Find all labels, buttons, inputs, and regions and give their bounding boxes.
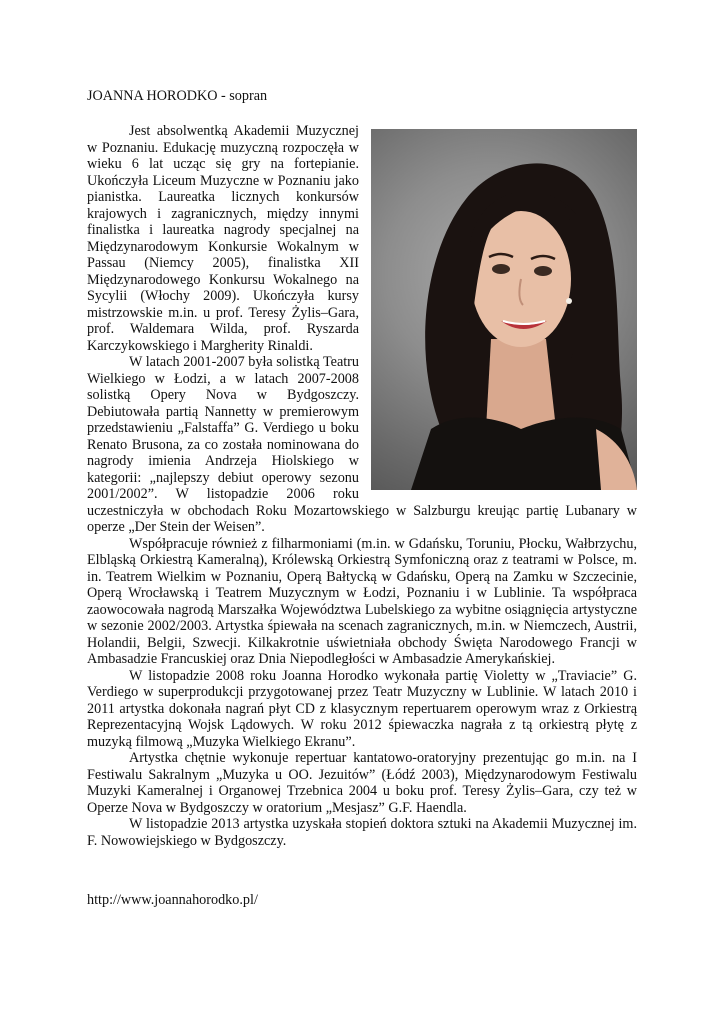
- paragraph-3: Współpracuje również z filharmoniami (m.in. w Gdańsku, Toruniu, Płocku, Wałbrzychu, Elbląską Orkiestrą Kameralną), Królewską Orkiestrą Symfoniczną oraz z teatrami w Polsce, m. in. Teatrem Wielkim w Poznaniu, Operą Bałtycką w Gdańsku, Operą na Zamku w Szczecinie, Operą Wrocławską i Teatrem Muzycznym w Łodzi, Poznaniu i w Lublinie. Ta współpraca zaowocowała nagrodą Marszałka Województwa Lubelskiego za wybitne osiągnięcia artystyczne w sezonie 2002/2003. Artystka śpiewała na scenach zagranicznych, m.in. w Niemczech, Austrii, Holandii, Belgii, Szwecji. Kilkakrotnie uświetniała obchody Święta Narodowego Francji w Ambasadzie Francuskiej oraz Dnia Niepodległości w Ambasadzie Amerykańskiej.: [87, 535, 637, 667]
- portrait-illustration: [371, 129, 637, 490]
- website-link[interactable]: http://www.joannahorodko.pl/: [87, 892, 258, 908]
- paragraph-2: W latach 2001-2007 była solistką Teatru Wielkiego w Łodzi, a w latach 2007-2008 solistką Opery Nova w Bydgoszczy. Debiutowała partią Nannetty w premierowym przedstawieniu „Falstaffa” G. Verdiego u boku Renato Brusona, za co została nominowana do nagrody imienia Andrzeja Hiolskiego w kategorii: „najlepszy debiut operowy sezonu 2001/2002”. W listopadzie 2006 roku uczestniczyła w obchodach Roku Mozartowskiego w Salzburgu kreując partię Lubanary w operze „Der Stein der Weisen”.: [87, 354, 637, 535]
- portrait-photo: [371, 129, 637, 490]
- page-title: JOANNA HORODKO - sopran: [87, 88, 268, 104]
- biography-body: [87, 123, 637, 849]
- paragraph-1: Jest absolwentką Akademii Muzycznej w Poznaniu. Edukację muzyczną rozpoczęła w wieku 6 lat ucząc się gry na fortepianie. Ukończyła Liceum Muzyczne w Poznaniu jako pianistka. Laureatka licznych konkursów krajowych i zagranicznych, między innymi finalistka i laureatka nagrody specjalnej na Międzynarodowym Konkursie Wokalnym w Passau (Niemcy 2005), finalistka XII Międzynarodowego Konkursu Wokalnego na Sycylii (Włochy 2009). Ukończyła kursy mistrzowskie m.in. u prof. Teresy Żylis–Gara, prof. Waldemara Wilda, prof. Ryszarda Karczykowskiego i Margherity Rinaldi.: [87, 123, 359, 354]
- paragraph-5: Artystka chętnie wykonuje repertuar kantatowo-oratoryjny prezentując go m.in. na I Festiwalu Sakralnym „Muzyka u OO. Jezuitów” (Łódź 2003), Międzynarodowym Festiwalu Muzyki Kameralnej i Organowej Trzebnica 2004 u boku prof. Teresy Żylis–Gara, czy też w Operze Nova w Bydgoszczy w oratorium „Mesjasz” G.F. Haendla.: [87, 750, 637, 816]
- paragraph-6: W listopadzie 2013 artystka uzyskała stopień doktora sztuki na Akademii Muzycznej im. F. Nowowiejskiego w Bydgoszczy.: [87, 816, 637, 849]
- paragraph-4: W listopadzie 2008 roku Joanna Horodko wykonała partię Violetty w „Traviacie” G. Verdiego w superprodukcji przygotowanej przez Teatr Muzyczny w Lublinie. W latach 2010 i 2011 artystka dokonała nagrań płyt CD z klasycznym repertuarem operowym wraz z Orkiestrą Reprezentacyjną Wojsk Lądowych. W roku 2012 śpiewaczka nagrała z tą orkiestrą płytę z muzyką filmową „Muzyka Wielkiego Ekranu”.: [87, 667, 637, 750]
